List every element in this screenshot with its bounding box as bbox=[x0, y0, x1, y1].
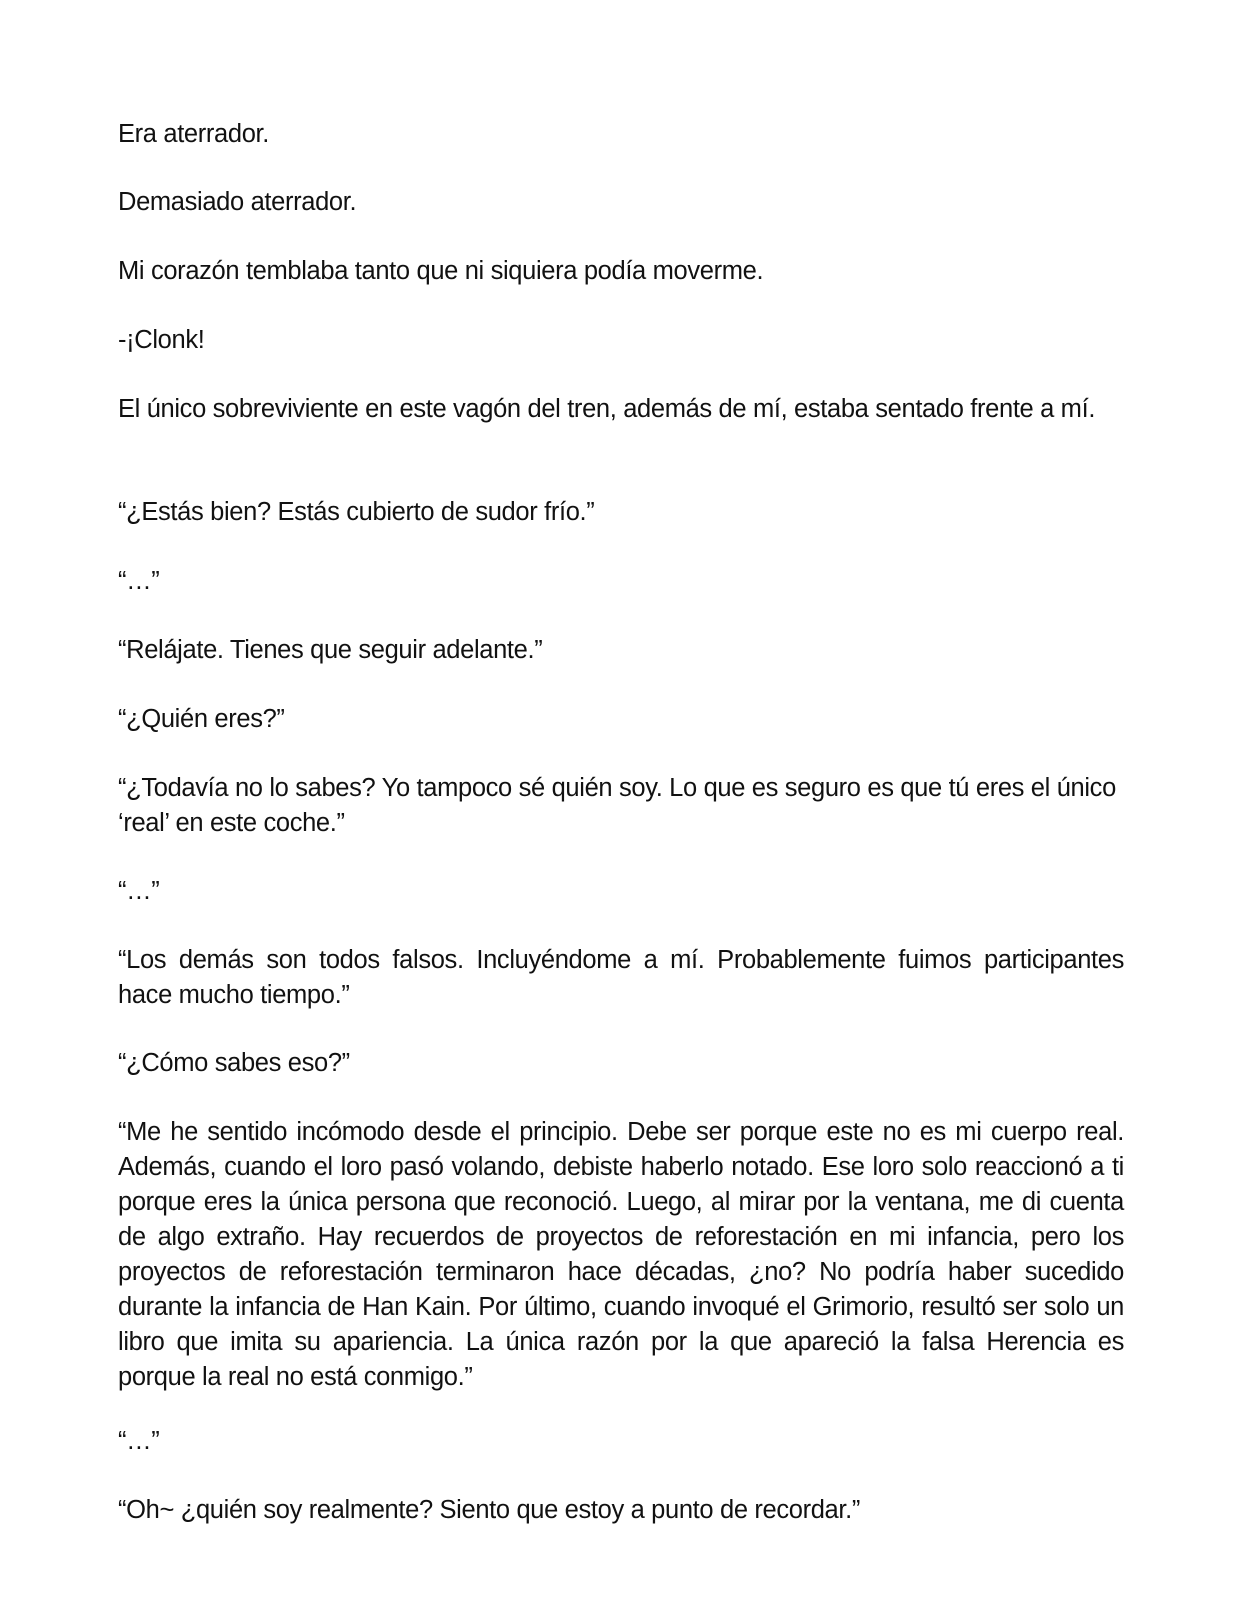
dialogue-relajate: “Relájate. Tienes que seguir adelante.” bbox=[118, 636, 543, 664]
dialogue-ellipsis-1: “…” bbox=[118, 567, 160, 595]
dialogue-todavia: “¿Todavía no lo sabes? Yo tampoco sé quién soy. Lo que es seguro es que tú eres el único ‘real’ en este coche.” bbox=[118, 774, 1116, 837]
paragraph-corazon: Mi corazón temblaba tanto que ni siquiera podía moverme. bbox=[118, 257, 764, 285]
paragraph-clonk: -¡Clonk! bbox=[118, 326, 205, 354]
paragraph-sobreviviente: El único sobreviviente en este vagón del tren, además de mí, estaba sentado frente a mí. bbox=[118, 395, 1096, 423]
dialogue-ellipsis-3: “…” bbox=[118, 1427, 160, 1455]
dialogue-quien-eres: “¿Quién eres?” bbox=[118, 705, 285, 733]
paragraph-demasiado-aterrador: Demasiado aterrador. bbox=[118, 188, 357, 216]
dialogue-estas-bien: “¿Estás bien? Estás cubierto de sudor frío.” bbox=[118, 498, 595, 526]
dialogue-ellipsis-2: “…” bbox=[118, 877, 160, 905]
dialogue-los-demas: “Los demás son todos falsos. Incluyéndome a mí. Probablemente fuimos participantes hace mucho tiempo.” bbox=[118, 946, 1124, 1009]
dialogue-oh-quien-soy: “Oh~ ¿quién soy realmente? Siento que estoy a punto de recordar.” bbox=[118, 1496, 861, 1524]
dialogue-me-he-sentido: “Me he sentido incómodo desde el principio. Debe ser porque este no es mi cuerpo real. Además, cuando el loro pasó volando, debiste haberlo notado. Ese loro solo reaccionó a ti porque eres la única persona que reconoció. Luego, al mirar por la ventana, me di cuenta de algo extraño. Hay recuerdos de proyectos de reforestación en mi infancia, pero los proyectos de reforestación terminaron hace décadas, ¿no? No podría haber sucedido durante la infancia de Han Kain. Por último, cuando invoqué el Grimorio, resultó ser solo un libro que imita su apariencia. La única razón por la que apareció la falsa Herencia es porque la real no está conmigo.” bbox=[118, 1118, 1124, 1391]
paragraph-era-aterrador: Era aterrador. bbox=[118, 120, 270, 148]
dialogue-como-sabes: “¿Cómo sabes eso?” bbox=[118, 1049, 350, 1077]
